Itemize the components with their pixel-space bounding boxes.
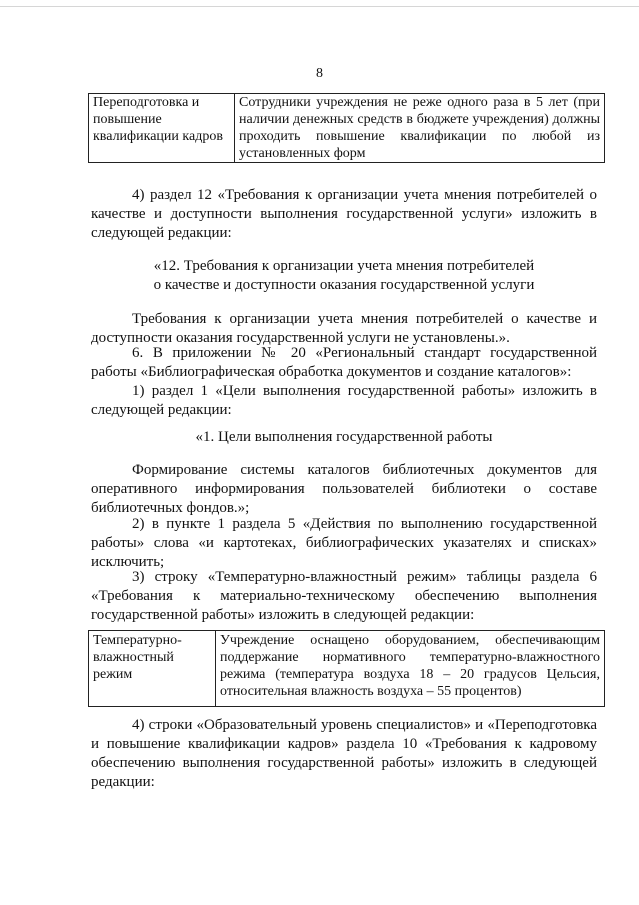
table-row (89, 94, 605, 163)
staff-training-table (88, 93, 605, 163)
section-12-heading-line-2: о качестве и доступности оказания государственной услуги (153, 277, 535, 293)
temperature-humidity-table (88, 630, 605, 707)
table-cell-row-value: Учреждение оснащено оборудованием, обеспечивающим поддержание нормативного температурно-влажностного режима (температура воздуха 18 – 20 градусов Цельсия, относительная влажность воздуха – 55 процентов) (216, 631, 605, 707)
table-row (89, 631, 605, 707)
paragraph-catalog-system: Формирование системы каталогов библиотечных документов для оперативного информирования пользователей библиотеки о составе библиотечных фондов.»; (91, 462, 597, 516)
page-number: 8 (316, 66, 323, 81)
paragraph-requirements-not-established: Требования к организации учета мнения потребителей о качестве и доступности оказания государственной услуги не установлены.». (91, 311, 597, 346)
paragraph-section-10-amendment: 4) строки «Образовательный уровень специалистов» и «Переподготовка и повышение квалификации кадров» раздела 10 «Требования к кадровому обеспечению выполнения государственной работы» изложить в следующей редакции: (91, 717, 597, 790)
section-1-heading: «1. Цели выполнения государственной работы (195, 429, 493, 445)
paragraph-section-5-exclusion: 2) в пункте 1 раздела 5 «Действия по выполнению государственной работы» слова «и картотеках, библиографических указателях и списках» исключить; (91, 516, 597, 570)
paragraph-section-1-amendment: 1) раздел 1 «Цели выполнения государственной работы» изложить в следующей редакции: (91, 383, 597, 418)
table-cell-row-value: Сотрудники учреждения не реже одного раза в 5 лет (при наличии денежных средств в бюджете учреждения) должны проходить повышение квалификации по любой из установленных форм (235, 94, 605, 163)
table-cell-row-name: Температурно-влажностный режим (89, 631, 216, 707)
paragraph-temperature-row-amendment: 3) строку «Температурно-влажностный режим» таблицы раздела 6 «Требования к материально-техническому обеспечению выполнения государственной работы» изложить в следующей редакции: (91, 569, 597, 623)
top-scan-rule (0, 6, 639, 7)
section-12-heading-line-1: «12. Требования к организации учета мнения потребителей (153, 258, 535, 274)
paragraph-section-12-amendment: 4) раздел 12 «Требования к организации учета мнения потребителей о качестве и доступности выполнения государственной услуги» изложить в следующей редакции: (91, 187, 597, 241)
paragraph-appendix-20: 6. В приложении № 20 «Региональный стандарт государственной работы «Библиографическая обработка документов и создание каталогов»: (91, 345, 597, 380)
table-cell-row-name: Переподготовка и повышение квалификации кадров (89, 94, 235, 163)
